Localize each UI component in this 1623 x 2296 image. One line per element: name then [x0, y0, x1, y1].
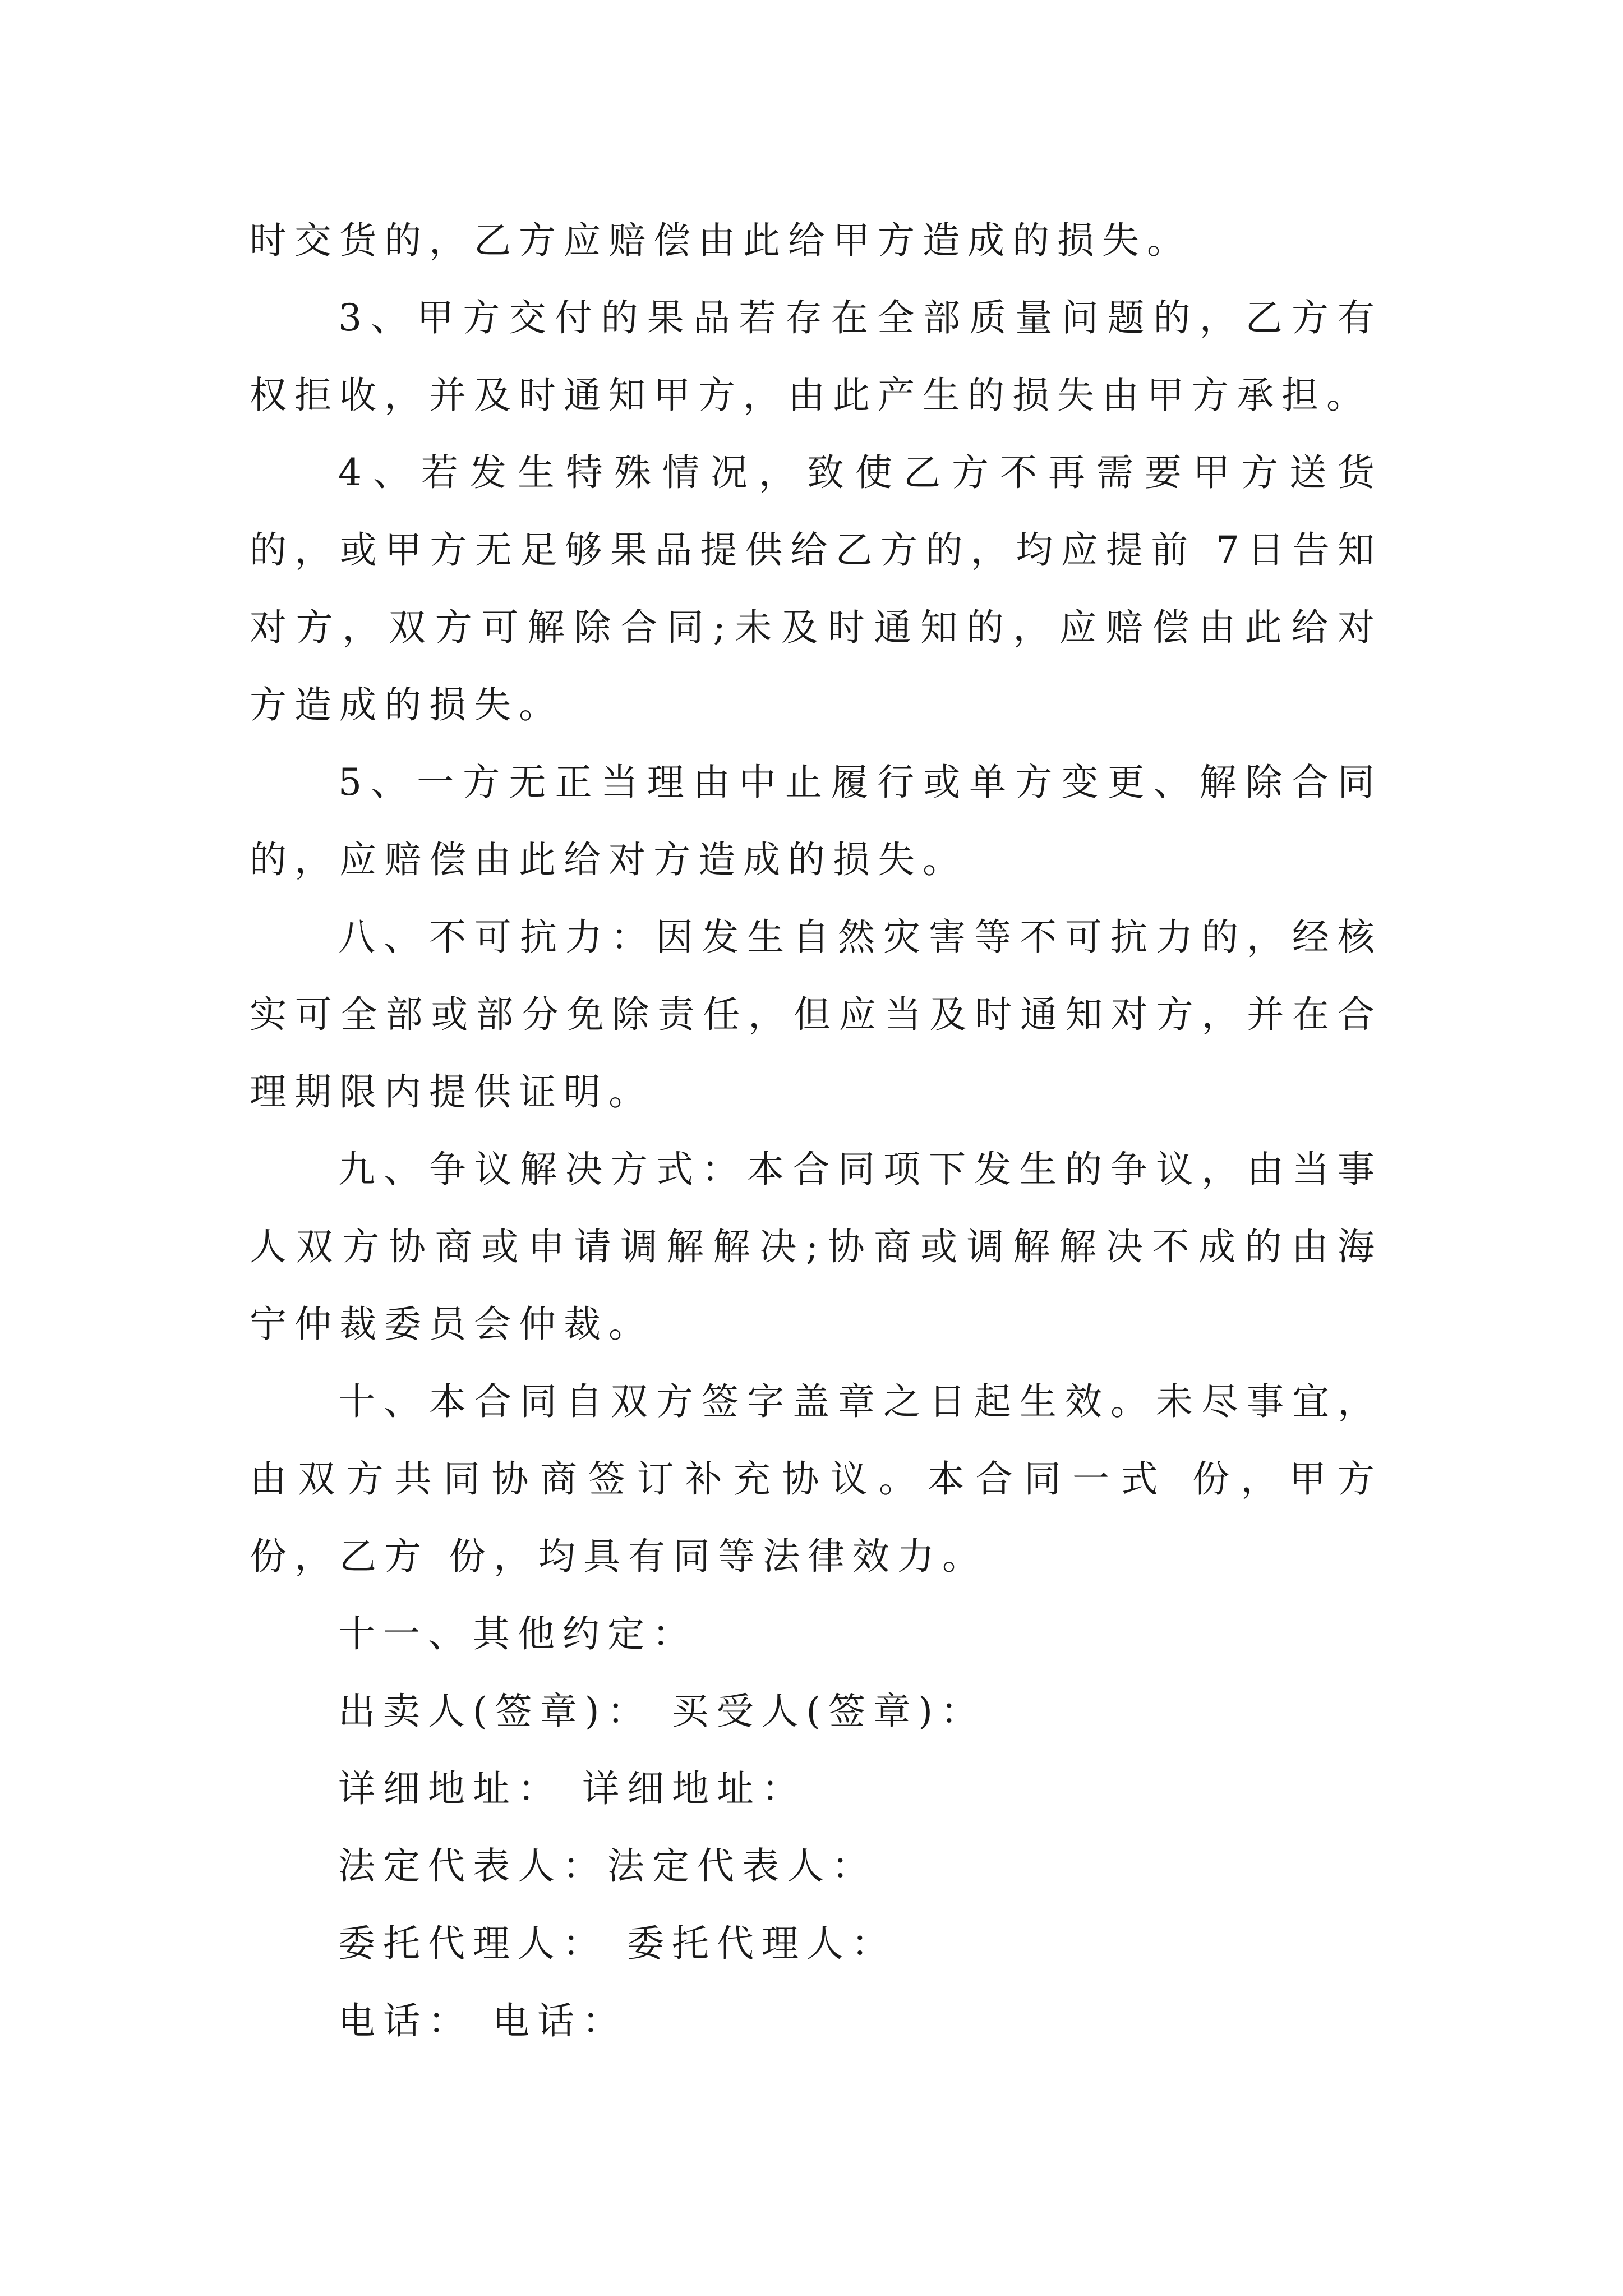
agent-line: 委托代理人： 委托代理人： [338, 1922, 896, 1965]
clause-force-majeure: 八、不可抗力：因发生自然灾害等不可抗力的，经核实可全部或部分免除责任，但应当及时通知对方，并在合理期限内提供证明。 [250, 915, 1382, 1114]
phone-line: 电话： 电话： [338, 1999, 627, 2042]
clause-other-agreements: 十一、其他约定： [338, 1612, 697, 1655]
paragraph-continuation: 时交货的，乙方应赔偿由此给甲方造成的损失。 [250, 219, 1192, 262]
clause-3: 3、甲方交付的果品若存在全部质量问题的，乙方有权拒收，并及时通知甲方，由此产生的损失由甲方承担。 [250, 296, 1382, 417]
clause-dispute-resolution: 九、争议解决方式：本合同项下发生的争议，由当事人双方协商或申请调解解决;协商或调解解决不成的由海宁仲裁委员会仲裁。 [250, 1148, 1382, 1346]
legal-representative-line: 法定代表人：法定代表人： [338, 1844, 877, 1888]
contract-body [250, 202, 1382, 2060]
clause-5: 5、一方无正当理由中止履行或单方变更、解除合同的，应赔偿由此给对方造成的损失。 [250, 761, 1382, 881]
clause-4: 4、若发生特殊情况，致使乙方不再需要甲方送货的，或甲方无足够果品提供给乙方的，均应提前 7日告知对方，双方可解除合同;未及时通知的，应赔偿由此给对方造成的损失。 [250, 451, 1382, 726]
signature-line: 出卖人(签章)： 买受人(签章)： [338, 1690, 985, 1733]
address-line: 详细地址： 详细地址： [338, 1767, 806, 1810]
clause-effectiveness: 十、本合同自双方签字盖章之日起生效。未尽事宜，由双方共同协商签订补充协议。本合同一式 份，甲方 份，乙方 份，均具有同等法律效力。 [250, 1380, 1382, 1578]
